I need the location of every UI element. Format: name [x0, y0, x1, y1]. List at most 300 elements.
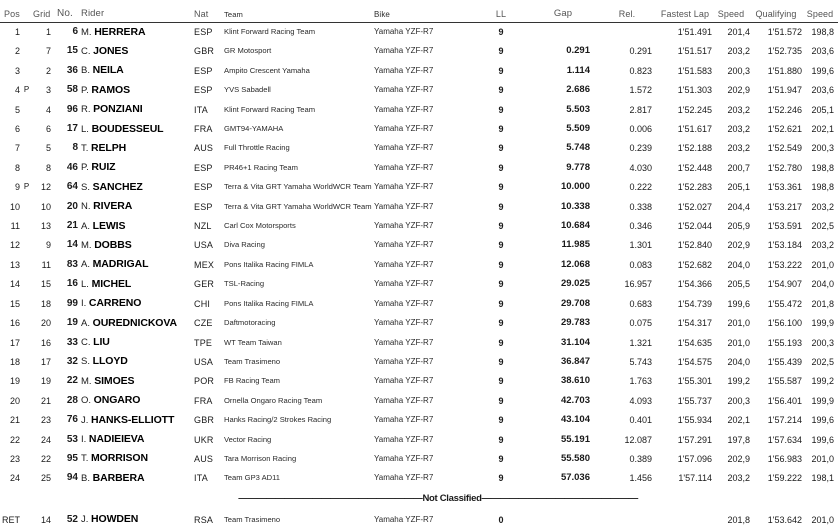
cell-bike: Yamaha YZF-R7	[374, 46, 434, 56]
cell-relative: 0.291	[629, 46, 652, 57]
cell-rider-number: 95	[66, 452, 78, 464]
cell-gap: 38.610	[560, 375, 590, 387]
cell-relative: 4.030	[629, 162, 652, 173]
cell-bike: Yamaha YZF-R7	[374, 514, 434, 524]
cell-laps-led: 9	[498, 104, 504, 115]
cell-fastest-lap: 1'52.245	[677, 104, 712, 115]
cell-laps-led: 9	[498, 46, 504, 57]
cell-relative: 1.301	[629, 240, 652, 251]
nationality-code: RSA	[194, 514, 214, 525]
cell-position: 19	[9, 376, 20, 387]
nationality-code: AUS	[194, 143, 214, 154]
cell-rider-name	[81, 22, 194, 42]
cell-rider-number: 94	[66, 472, 78, 484]
cell-rider-name	[81, 411, 194, 430]
cell-gap: 55.580	[560, 452, 590, 464]
cell-team: Tara Morrison Racing	[224, 453, 297, 463]
cell-gap: 29.025	[560, 278, 590, 290]
table-row	[0, 411, 838, 430]
cell-qual-speed: 200,3	[811, 337, 834, 348]
cell-grid: 11	[41, 259, 51, 270]
cell-speed: 201,0	[727, 337, 750, 348]
cell-bike: Yamaha YZF-R7	[374, 395, 434, 405]
rider-initial: O.	[81, 395, 94, 407]
rider-initial: M.	[81, 239, 95, 251]
cell-grid: 22	[40, 453, 51, 464]
cell-rider-name	[81, 469, 194, 488]
rider-surname: OUREDNICKOVA	[92, 316, 177, 329]
cell-bike: Yamaha YZF-R7	[374, 318, 434, 328]
cell-pole-flag	[22, 139, 31, 158]
nationality-code: ESP	[194, 162, 213, 173]
cell-gap: 9.778	[566, 161, 590, 173]
cell-grid: 7	[45, 46, 51, 57]
cell-pole-flag	[22, 255, 31, 274]
cell-rider-number: 99	[66, 297, 78, 309]
cell-fastest-lap: 1'54.575	[677, 356, 712, 367]
nationality-code: GBR	[194, 415, 215, 426]
rider-surname: RAMOS	[91, 83, 130, 96]
cell-nationality	[194, 120, 224, 139]
cell-speed: 197,8	[727, 434, 750, 445]
column-header-team: Team	[224, 0, 374, 22]
cell-fastest-lap: 1'52.044	[677, 221, 712, 232]
rider-surname: LEWIS	[92, 219, 126, 232]
cell-team: Team Trasimeno	[224, 514, 281, 524]
cell-fastest-lap: 1'52.448	[677, 162, 712, 173]
cell-qualifying: 1'53.222	[767, 259, 802, 270]
cell-rider-name	[81, 217, 194, 236]
rider-surname: DOBBS	[94, 238, 132, 251]
cell-fastest-lap: 1'51.491	[677, 27, 712, 37]
cell-rider-number: 36	[66, 64, 78, 76]
cell-bike: Yamaha YZF-R7	[374, 162, 434, 172]
cell-rider-name	[81, 275, 194, 294]
cell-pole-flag	[22, 275, 31, 294]
cell-qual-speed: 199,9	[811, 318, 834, 329]
cell-qualifying: 1'51.947	[767, 85, 802, 96]
column-header-pos: Pos	[0, 0, 22, 22]
column-header-grid: Grid	[31, 0, 55, 22]
cell-nationality	[194, 197, 224, 216]
cell-qualifying: 1'56.983	[767, 453, 802, 464]
cell-rider-number: 16	[66, 278, 78, 290]
table-row	[0, 255, 838, 274]
table-row	[0, 449, 838, 468]
cell-fastest-lap: 1'52.027	[677, 201, 712, 212]
cell-relative: 0.083	[629, 259, 652, 270]
rider-surname: LLOYD	[92, 355, 128, 368]
rider-initial: L.	[81, 278, 92, 290]
cell-gap: 12.068	[560, 258, 590, 270]
cell-fastest-lap: 1'55.934	[677, 415, 712, 426]
cell-speed: 204,4	[727, 201, 750, 212]
rider-surname: RUIZ	[91, 161, 116, 174]
cell-rider-number: 17	[66, 123, 78, 135]
table-row	[0, 391, 838, 410]
column-header-bike: Bike	[374, 0, 472, 22]
cell-grid: 23	[40, 415, 51, 426]
cell-qual-speed: 203,2	[811, 240, 834, 251]
cell-relative	[596, 510, 658, 529]
cell-relative: 1.321	[629, 337, 652, 348]
cell-nationality	[194, 236, 224, 255]
rider-surname: CARRENO	[88, 297, 142, 310]
cell-rider-number: 20	[66, 200, 78, 212]
cell-nationality	[194, 61, 224, 80]
column-header-speed: Speed	[712, 0, 750, 22]
cell-laps-led: 9	[498, 124, 504, 135]
cell-rider-name	[81, 100, 194, 119]
cell-qualifying: 1'57.214	[767, 415, 802, 426]
rider-surname: BOUDESSEUL	[91, 122, 164, 135]
cell-bike: Yamaha YZF-R7	[374, 376, 434, 386]
cell-laps-led: 9	[498, 337, 504, 348]
rider-surname: LIU	[93, 336, 110, 348]
rider-initial: M.	[81, 26, 95, 38]
cell-team: Ampito Crescent Yamaha	[224, 65, 310, 75]
cell-grid: 25	[40, 473, 51, 484]
cell-grid: 9	[45, 240, 51, 251]
table-row	[0, 275, 838, 294]
cell-pole-flag	[22, 100, 31, 119]
cell-speed: 202,9	[727, 453, 750, 464]
cell-nationality	[194, 449, 224, 468]
cell-team: Full Throttle Racing	[224, 143, 290, 153]
nationality-code: USA	[194, 356, 214, 367]
cell-gap: 43.104	[560, 414, 590, 426]
cell-bike: Yamaha YZF-R7	[374, 182, 434, 192]
cell-position: 14	[9, 279, 20, 290]
cell-bike: Yamaha YZF-R7	[374, 279, 434, 289]
cell-qualifying: 1'55.472	[767, 298, 802, 309]
cell-relative: 0.222	[629, 182, 652, 193]
table-row	[0, 22, 838, 42]
cell-fastest-lap: 1'54.635	[677, 337, 712, 348]
table-row	[0, 469, 838, 488]
cell-fastest-lap: 1'52.682	[677, 259, 712, 270]
cell-rider-name	[81, 197, 194, 216]
cell-qual-speed: 198,1	[811, 473, 834, 484]
cell-speed: 203,2	[727, 124, 750, 135]
cell-bike: Yamaha YZF-R7	[374, 337, 434, 347]
cell-relative: 16.957	[624, 279, 652, 290]
cell-team: Vector Racing	[224, 434, 272, 444]
cell-pole-flag	[22, 236, 31, 255]
cell-bike: Yamaha YZF-R7	[374, 85, 434, 95]
cell-grid: 3	[45, 85, 51, 96]
table-row	[0, 314, 838, 333]
cell-bike: Yamaha YZF-R7	[374, 415, 434, 425]
cell-rider-name	[81, 178, 194, 197]
cell-pole-flag	[22, 158, 31, 177]
cell-bike: Yamaha YZF-R7	[374, 473, 434, 483]
rider-surname: JONES	[93, 44, 129, 57]
table-row	[0, 333, 838, 352]
cell-laps-led: 9	[498, 473, 504, 484]
cell-qual-speed: 205,1	[811, 104, 834, 115]
cell-bike: Yamaha YZF-R7	[374, 434, 434, 444]
cell-pole-flag	[22, 430, 31, 449]
table-row	[0, 217, 838, 236]
cell-qual-speed: 201,8	[811, 298, 834, 309]
cell-gap: 55.191	[560, 433, 590, 445]
cell-qualifying: 1'53.591	[767, 221, 802, 232]
rider-surname: SANCHEZ	[92, 180, 143, 193]
cell-rider-number: 6	[72, 26, 78, 37]
cell-qualifying: 1'56.401	[767, 395, 802, 406]
cell-position: 11	[10, 221, 20, 232]
cell-bike: Yamaha YZF-R7	[374, 27, 434, 36]
cell-speed: 199,2	[727, 376, 750, 387]
cell-qual-speed: 199,2	[811, 376, 834, 387]
rider-surname: MADRIGAL	[92, 258, 149, 271]
cell-position: 17	[9, 337, 20, 348]
cell-qual-speed: 199,9	[811, 395, 834, 406]
cell-team: Terra & Vita GRT Yamaha WorldWCR Team	[224, 201, 372, 211]
cell-qualifying: 1'54.907	[767, 279, 802, 290]
cell-rider-name	[81, 510, 194, 529]
cell-position: 5	[14, 104, 20, 115]
rider-initial: A.	[81, 220, 93, 232]
cell-nationality	[194, 275, 224, 294]
cell-bike: Yamaha YZF-R7	[374, 298, 434, 308]
cell-relative: 0.401	[629, 415, 652, 426]
rider-initial: L.	[81, 123, 92, 135]
cell-gap: 5.509	[566, 123, 590, 135]
cell-fastest-lap: 1'55.301	[677, 376, 712, 387]
cell-rider-number: 53	[66, 433, 78, 445]
cell-rider-name	[81, 449, 194, 468]
cell-rider-name	[81, 430, 194, 449]
cell-nationality	[194, 22, 224, 42]
cell-pole-flag	[22, 217, 31, 236]
cell-fastest-lap: 1'55.737	[677, 395, 712, 406]
cell-rider-name	[81, 81, 194, 100]
cell-pole-flag	[22, 469, 31, 488]
rider-initial: J.	[81, 414, 92, 426]
not-classified-separator	[0, 488, 838, 510]
cell-relative	[596, 22, 658, 42]
cell-rider-name	[81, 314, 194, 333]
cell-pole-flag	[22, 120, 31, 139]
rider-surname: HANKS-ELLIOTT	[91, 413, 175, 426]
cell-gap	[530, 22, 596, 42]
cell-relative: 1.456	[629, 473, 652, 484]
cell-team: TSL-Racing	[224, 279, 265, 289]
rider-initial: T.	[81, 453, 92, 465]
cell-team: Ornella Ongaro Racing Team	[224, 395, 323, 405]
cell-team: YVS Sabadell	[224, 85, 271, 95]
cell-pole-flag	[22, 510, 31, 529]
table-row	[0, 81, 838, 100]
cell-nationality	[194, 391, 224, 410]
column-header-p-flag	[22, 0, 31, 22]
cell-position: 22	[9, 434, 20, 445]
cell-nationality	[194, 100, 224, 119]
cell-rider-number: 33	[66, 336, 78, 348]
cell-pole-flag	[22, 391, 31, 410]
cell-qual-speed: 203,2	[811, 201, 834, 212]
cell-fastest-lap: 1'51.583	[677, 65, 712, 76]
cell-nationality	[194, 510, 224, 529]
cell-nationality	[194, 372, 224, 391]
cell-qual-speed: 202,1	[811, 124, 834, 135]
cell-laps-led: 9	[498, 415, 504, 426]
cell-grid: 18	[40, 298, 51, 309]
cell-laps-led: 9	[498, 240, 504, 251]
cell-rider-number: 19	[66, 317, 78, 329]
rider-initial: I.	[81, 434, 89, 446]
cell-speed: 202,9	[727, 85, 750, 96]
nationality-code: GBR	[194, 46, 215, 57]
cell-speed: 205,1	[727, 182, 750, 193]
nationality-code: NZL	[194, 221, 212, 232]
nationality-code: ITA	[194, 104, 208, 115]
cell-qual-speed: 199,6	[811, 65, 834, 76]
cell-fastest-lap: 1'57.096	[677, 453, 712, 464]
cell-gap: 2.686	[566, 84, 590, 96]
nationality-code: AUS	[194, 453, 214, 464]
cell-qualifying: 1'52.621	[767, 124, 802, 135]
not-classified-label-wrap	[0, 488, 838, 510]
column-header-fastest-lap: Fastest Lap	[658, 0, 712, 22]
cell-laps-led: 9	[498, 162, 504, 173]
table-row	[0, 158, 838, 177]
separator-dashes-left: ————————————————————	[238, 493, 423, 505]
cell-qual-speed: 202,5	[811, 356, 834, 367]
cell-qual-speed: 198,8	[811, 27, 834, 37]
cell-qualifying: 1'57.634	[767, 434, 802, 445]
cell-team: Pons Italika Racing FIMLA	[224, 259, 314, 269]
cell-qualifying: 1'51.572	[767, 27, 802, 37]
rider-surname: RELPH	[91, 141, 127, 154]
rider-initial: C.	[81, 337, 94, 348]
nationality-code: UKR	[194, 434, 214, 445]
rider-surname: BARBERA	[92, 471, 145, 484]
cell-qual-speed: 201,0	[811, 259, 834, 270]
column-header-gap: Gap	[530, 0, 596, 22]
nationality-code: FRA	[194, 395, 213, 406]
cell-speed: 203,2	[727, 104, 750, 115]
cell-fastest-lap: 1'52.840	[677, 240, 712, 251]
cell-laps-led: 9	[498, 259, 504, 270]
rider-initial: A.	[81, 259, 93, 271]
cell-qual-speed: 203,6	[811, 85, 834, 96]
cell-gap: 10.000	[560, 181, 590, 193]
column-header-qualifying: Qualifying	[750, 0, 802, 22]
cell-team: GR Motosport	[224, 46, 272, 56]
cell-grid: 2	[45, 65, 51, 76]
cell-pole-flag	[22, 197, 31, 216]
cell-rider-number: 64	[66, 181, 78, 193]
cell-laps-led: 9	[498, 182, 504, 193]
cell-team: Hanks Racing/2 Strokes Racing	[224, 415, 332, 425]
column-header-number: No.	[55, 0, 81, 22]
cell-qualifying: 1'52.735	[767, 46, 802, 57]
cell-pole-flag: P	[23, 182, 30, 192]
cell-qualifying: 1'55.587	[767, 376, 802, 387]
rider-surname: SIMOES	[94, 374, 135, 387]
cell-pole-flag	[22, 294, 31, 313]
cell-qualifying: 1'52.549	[767, 143, 802, 154]
cell-pole-flag: P	[23, 85, 30, 95]
cell-pole-flag	[22, 22, 31, 42]
cell-position: 8	[14, 162, 20, 173]
cell-rider-number: 15	[66, 45, 78, 57]
nationality-code: ESP	[194, 65, 213, 76]
cell-rider-number: 58	[66, 84, 78, 96]
rider-initial: T.	[81, 142, 92, 154]
results-table-body	[0, 22, 838, 530]
cell-fastest-lap: 1'52.188	[677, 143, 712, 154]
cell-qualifying: 1'59.222	[767, 473, 802, 484]
cell-grid: 4	[45, 104, 51, 115]
cell-team: Terra & Vita GRT Yamaha WorldWCR Team	[224, 182, 372, 192]
cell-relative: 0.075	[629, 318, 652, 329]
cell-laps-led: 9	[498, 356, 504, 367]
cell-grid: 12	[40, 182, 51, 193]
cell-bike: Yamaha YZF-R7	[374, 356, 434, 366]
cell-laps-led: 9	[498, 434, 504, 445]
cell-fastest-lap: 1'54.366	[677, 279, 712, 290]
cell-bike: Yamaha YZF-R7	[374, 104, 434, 114]
rider-initial: A.	[81, 317, 93, 329]
cell-rider-name	[81, 294, 194, 313]
cell-laps-led: 9	[498, 143, 504, 154]
cell-nationality	[194, 81, 224, 100]
cell-nationality	[194, 294, 224, 313]
cell-bike: Yamaha YZF-R7	[374, 65, 434, 75]
cell-rider-number: 8	[72, 142, 78, 154]
rider-initial: I.	[81, 298, 89, 310]
nationality-code: POR	[194, 376, 215, 387]
cell-qualifying: 1'53.184	[767, 240, 802, 251]
cell-speed: 199,6	[727, 298, 750, 309]
cell-bike: Yamaha YZF-R7	[374, 259, 434, 269]
cell-pole-flag	[22, 314, 31, 333]
nationality-code: MEX	[194, 259, 215, 270]
cell-team: WT Team Taiwan	[224, 337, 282, 347]
rider-surname: HERRERA	[94, 25, 146, 38]
rider-initial: P.	[81, 84, 92, 96]
cell-rider-name	[81, 352, 194, 371]
cell-team: Klint Forward Racing Team	[224, 27, 316, 36]
cell-fastest-lap: 1'57.291	[677, 434, 712, 445]
column-header-ll: LL	[472, 0, 530, 22]
cell-qual-speed: 198,8	[811, 162, 834, 173]
cell-position: 13	[9, 259, 20, 270]
cell-position: 18	[9, 356, 20, 367]
nationality-code: ESP	[194, 85, 213, 96]
cell-rider-number: 28	[66, 394, 78, 406]
cell-gap: 29.708	[560, 297, 590, 309]
cell-rider-number: 76	[66, 414, 78, 426]
cell-fastest-lap: 1'51.303	[677, 85, 712, 96]
cell-laps-led: 9	[498, 85, 504, 96]
cell-speed: 204,0	[727, 259, 750, 270]
cell-grid: 6	[45, 124, 51, 135]
not-classified-separator-row	[0, 488, 838, 510]
cell-laps-led: 9	[498, 201, 504, 212]
rider-initial: S.	[81, 181, 93, 193]
cell-grid: 14	[40, 514, 51, 525]
cell-speed: 202,9	[727, 240, 750, 251]
nationality-code: GER	[194, 279, 215, 290]
column-header-nat: Nat	[194, 0, 224, 22]
cell-gap: 36.847	[560, 355, 590, 367]
results-table-header	[0, 0, 838, 22]
